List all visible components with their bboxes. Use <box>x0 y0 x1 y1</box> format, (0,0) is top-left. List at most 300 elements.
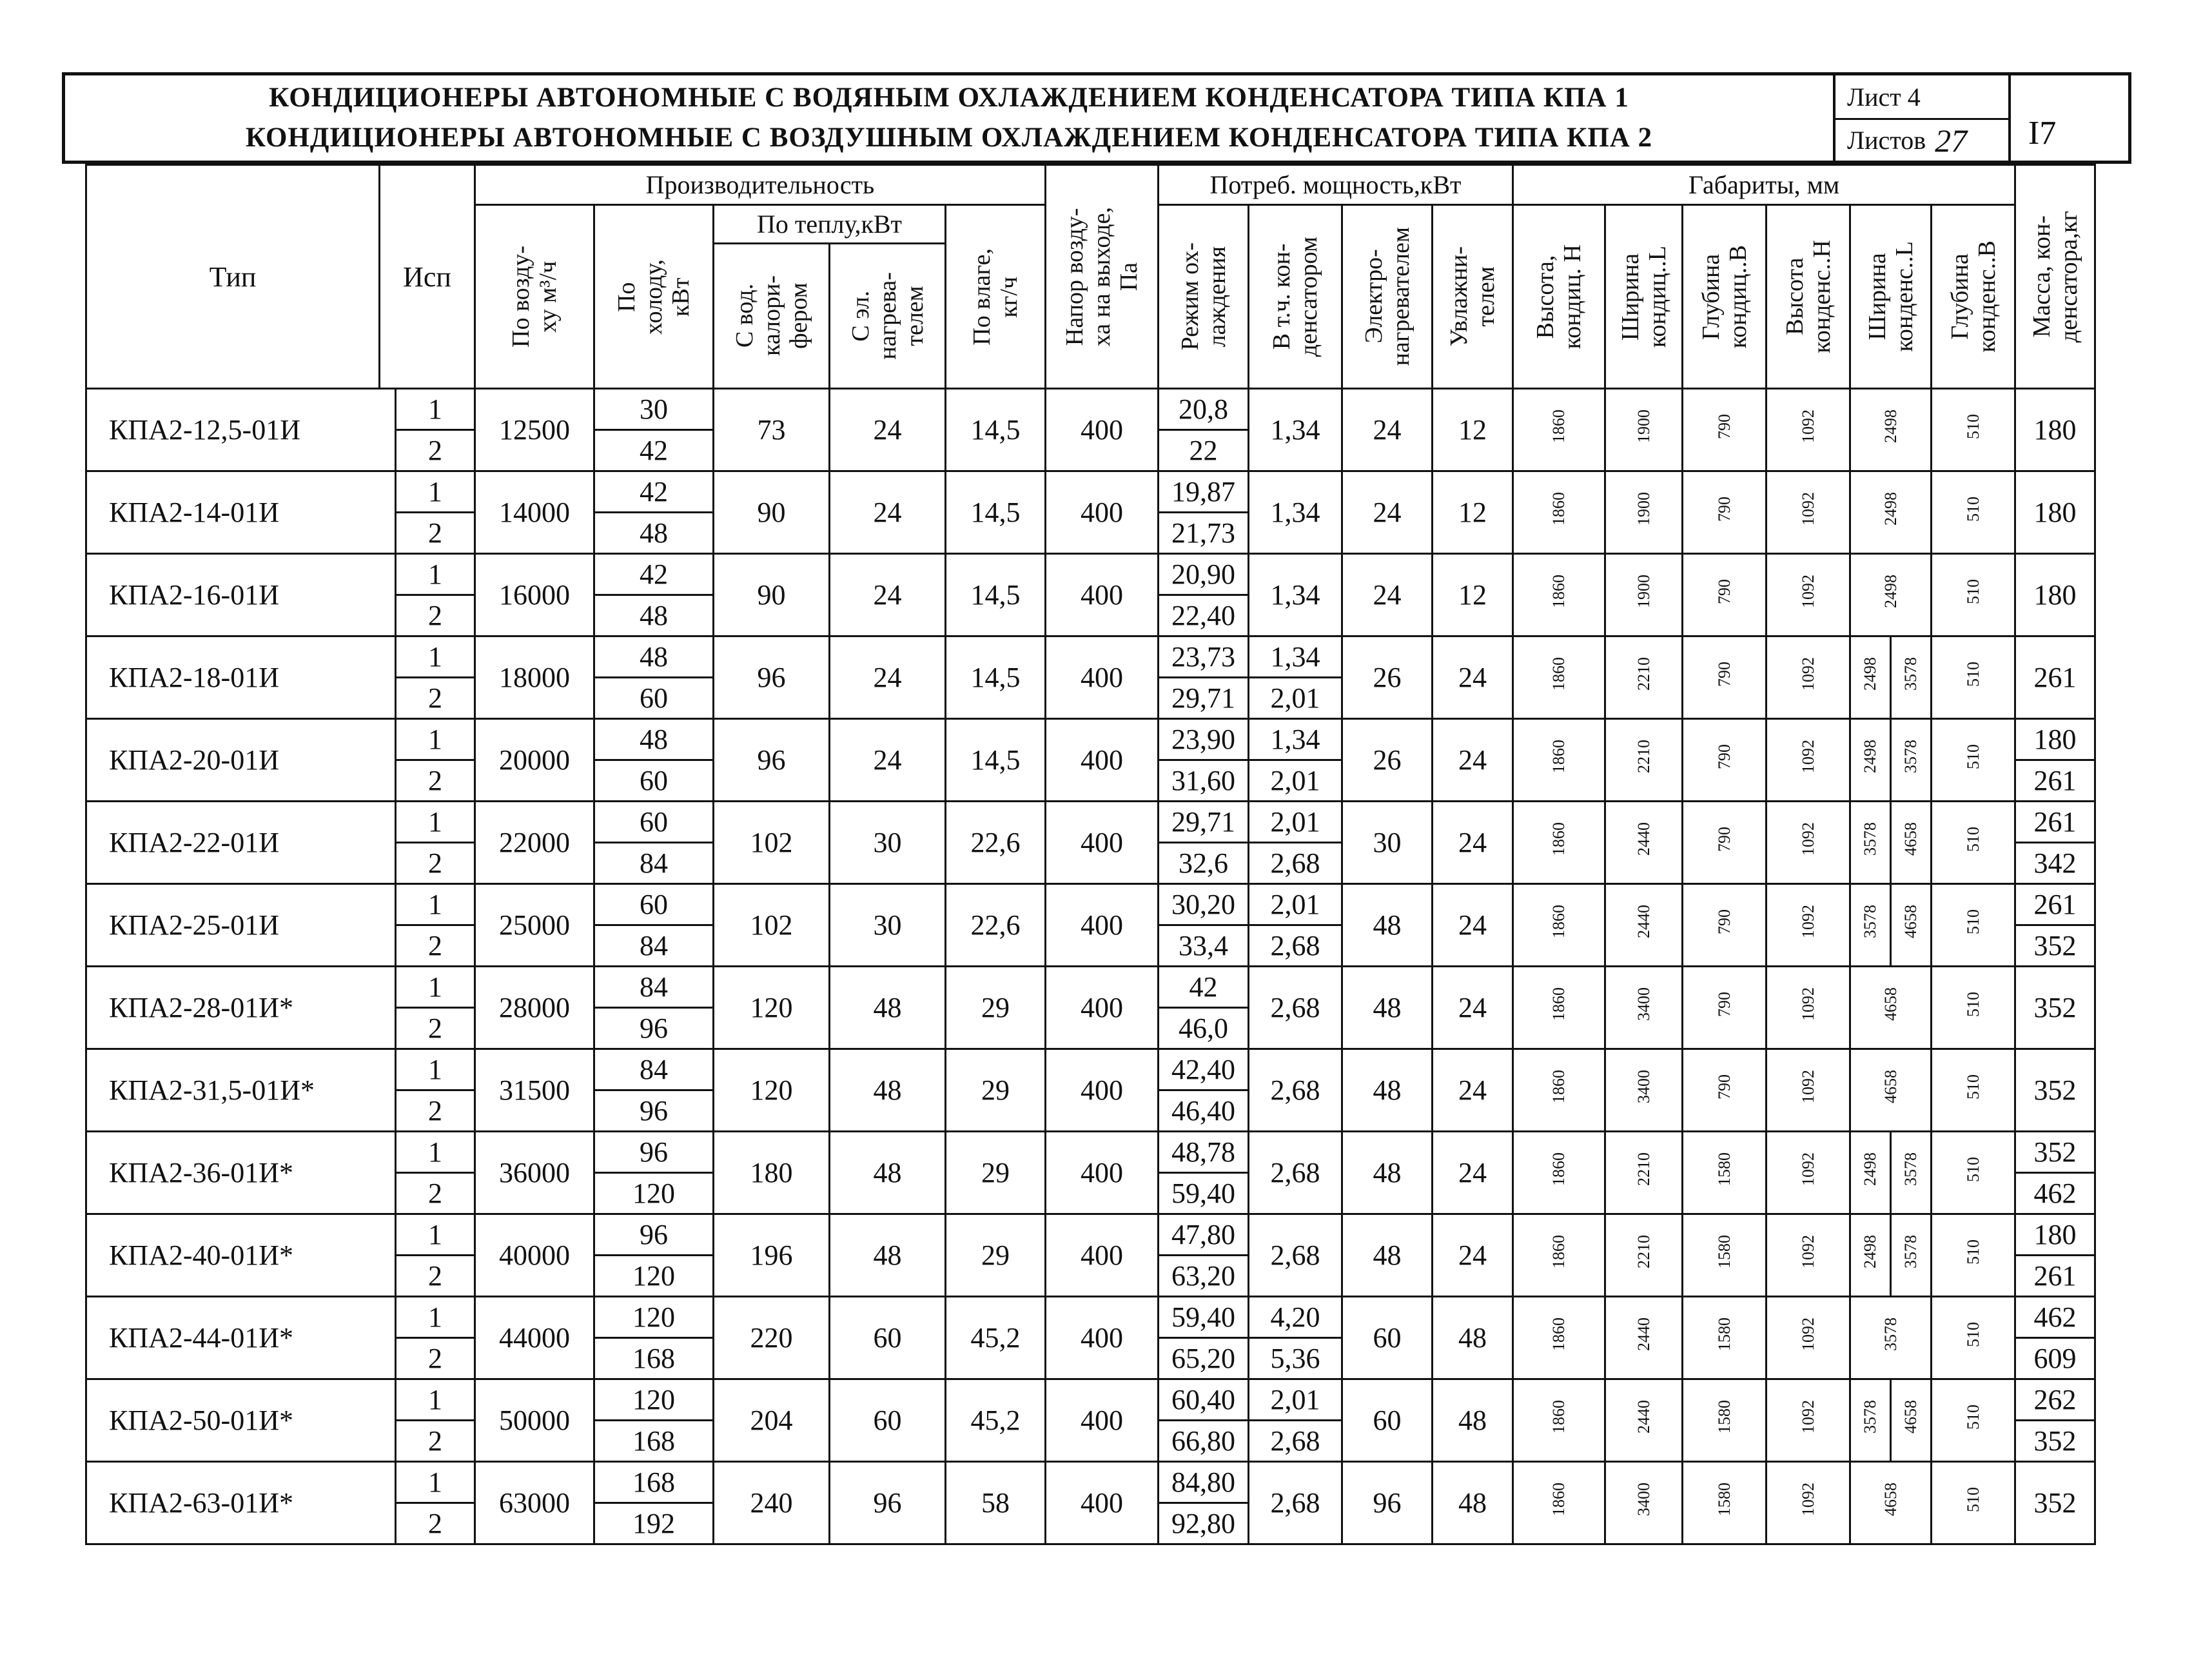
cell-pressure: 400 <box>1046 802 1159 884</box>
cell-cooling-mode: 23,73 <box>1159 636 1249 678</box>
cell-heat-el: 24 <box>830 636 946 719</box>
cell-w-condenser-value: 2498 <box>1881 492 1900 526</box>
cell-moisture: 29 <box>946 1049 1046 1132</box>
header-w-condenser-text: Ширина конденс..L <box>1863 241 1918 352</box>
cell-moisture: 14,5 <box>946 636 1046 719</box>
header-dimensions: Габариты, мм <box>1513 165 2015 205</box>
cell-h-cond-value: 1860 <box>1549 409 1568 443</box>
cell-w-condenser-2-value: 3578 <box>1901 1235 1920 1268</box>
header-power: Потреб. мощность,кВт <box>1159 165 1513 205</box>
cell-humidifier: 24 <box>1433 802 1513 884</box>
cell-d-cond <box>1683 1214 1767 1297</box>
header-cooling-mode <box>1159 205 1249 389</box>
cell-isp: 2 <box>396 595 475 636</box>
cell-h-condenser <box>1767 1132 1850 1214</box>
cell-heat-water: 102 <box>714 802 830 884</box>
cell-d-cond <box>1683 1462 1767 1544</box>
cell-cold: 48 <box>594 595 714 636</box>
header-cooling-mode-text: Режим ох- лаждения <box>1176 242 1231 351</box>
cell-w-condenser-value: 4658 <box>1881 1070 1900 1103</box>
cell-el-heater: 48 <box>1342 1049 1433 1132</box>
cell-heat-water: 90 <box>714 554 830 636</box>
table-row <box>86 802 2095 843</box>
cell-w-condenser-value: 4658 <box>1881 987 1900 1021</box>
cell-h-condenser <box>1767 719 1850 802</box>
cell-w-condenser-value: 2498 <box>1881 575 1900 608</box>
cell-heat-el: 96 <box>830 1462 946 1544</box>
cell-isp: 1 <box>396 1049 475 1090</box>
cell-h-condenser-value: 1092 <box>1798 492 1817 526</box>
cell-incl-condenser: 2,68 <box>1249 1132 1342 1214</box>
cell-heat-water: 196 <box>714 1214 830 1297</box>
cell-mass: 462 <box>2015 1173 2095 1214</box>
cell-w-cond <box>1605 1462 1683 1544</box>
cell-h-condenser <box>1767 389 1850 471</box>
cell-d-cond-value: 1580 <box>1714 1400 1734 1434</box>
cell-cooling-mode: 22,40 <box>1159 595 1249 636</box>
cell-d-condenser <box>1932 1379 2015 1462</box>
cell-heat-el: 60 <box>830 1379 946 1462</box>
cell-h-condenser <box>1767 1379 1850 1462</box>
cell-mass: 262 <box>2015 1379 2095 1421</box>
cell-isp: 2 <box>396 513 475 554</box>
cell-type: КПА2-63-01И* <box>86 1462 396 1544</box>
cell-d-condenser <box>1932 802 2015 884</box>
table-row <box>86 1132 2095 1173</box>
header-h-condenser-text: Высота конденс..Н <box>1781 240 1835 353</box>
cell-w-condenser-2 <box>1891 1214 1932 1297</box>
cell-d-condenser <box>1932 636 2015 719</box>
cell-cooling-mode: 66,80 <box>1159 1421 1249 1462</box>
cell-cooling-mode: 47,80 <box>1159 1214 1249 1256</box>
cell-incl-condenser: 2,01 <box>1249 884 1342 925</box>
cell-cooling-mode: 33,4 <box>1159 925 1249 967</box>
header-cold-text: По холоду, кВт <box>613 259 694 335</box>
header-cold <box>594 205 714 389</box>
cell-isp: 2 <box>396 678 475 719</box>
cell-el-heater: 48 <box>1342 884 1433 967</box>
cell-d-cond <box>1683 471 1767 554</box>
cell-d-condenser <box>1932 884 2015 967</box>
table-row <box>86 1297 2095 1338</box>
header-incl-condenser-text: В т.ч. кон- денсатором <box>1268 236 1322 357</box>
cell-w-condenser-value: 4658 <box>1881 1483 1900 1516</box>
cell-heat-el: 24 <box>830 389 946 471</box>
cell-cooling-mode: 46,40 <box>1159 1090 1249 1132</box>
table-row <box>86 1462 2095 1503</box>
cell-cooling-mode: 29,71 <box>1159 802 1249 843</box>
cell-w-cond-value: 3400 <box>1634 1483 1653 1516</box>
cell-moisture: 29 <box>946 1214 1046 1297</box>
cell-h-cond <box>1513 1379 1605 1462</box>
cell-isp: 2 <box>396 843 475 884</box>
header-pressure <box>1046 165 1159 389</box>
cell-humidifier: 12 <box>1433 554 1513 636</box>
cell-mass: 352 <box>2015 925 2095 967</box>
title-block <box>62 72 2131 164</box>
cell-cooling-mode: 30,20 <box>1159 884 1249 925</box>
cell-type: КПА2-12,5-01И <box>86 389 396 471</box>
cell-w-cond-value: 3400 <box>1634 987 1653 1021</box>
cell-h-condenser-value: 1092 <box>1798 1152 1817 1186</box>
cell-h-cond-value: 1860 <box>1549 740 1568 773</box>
table-row <box>86 884 2095 925</box>
cell-w-condenser-1-value: 2498 <box>1861 657 1879 691</box>
cell-type: КПА2-14-01И <box>86 471 396 554</box>
cell-d-condenser-value: 510 <box>1963 1157 1982 1182</box>
cell-d-condenser-value: 510 <box>1963 662 1982 687</box>
header-el-heater <box>1342 205 1433 389</box>
cell-air: 50000 <box>475 1379 594 1462</box>
cell-w-cond-value: 2210 <box>1634 657 1653 691</box>
header-d-condenser <box>1932 205 2015 389</box>
cell-d-condenser <box>1932 1462 2015 1544</box>
cell-isp: 1 <box>396 802 475 843</box>
cell-type: КПА2-28-01И* <box>86 967 396 1049</box>
table-row <box>86 1049 2095 1090</box>
cell-d-cond-value: 1580 <box>1714 1152 1734 1186</box>
cell-cooling-mode: 19,87 <box>1159 471 1249 513</box>
cell-w-cond <box>1605 1049 1683 1132</box>
cell-type: КПА2-16-01И <box>86 554 396 636</box>
cell-heat-el: 48 <box>830 1214 946 1297</box>
table-body <box>86 389 2095 1544</box>
cell-incl-condenser: 2,68 <box>1249 1421 1342 1462</box>
cell-air: 14000 <box>475 471 594 554</box>
cell-isp: 1 <box>396 1379 475 1421</box>
cell-heat-water: 180 <box>714 1132 830 1214</box>
cell-cooling-mode: 20,8 <box>1159 389 1249 430</box>
cell-air: 40000 <box>475 1214 594 1297</box>
cell-d-cond-value: 1580 <box>1714 1317 1734 1351</box>
cell-heat-water: 96 <box>714 719 830 802</box>
cell-w-condenser <box>1850 967 1932 1049</box>
cell-cold: 42 <box>594 430 714 471</box>
cell-type: КПА2-20-01И <box>86 719 396 802</box>
cell-h-condenser-value: 1092 <box>1798 1235 1817 1268</box>
cell-cold: 120 <box>594 1379 714 1421</box>
cell-h-cond-value: 1860 <box>1549 987 1568 1021</box>
cell-pressure: 400 <box>1046 636 1159 719</box>
cell-w-condenser-1 <box>1850 636 1891 719</box>
cell-mass: 352 <box>2015 1049 2095 1132</box>
cell-h-condenser-value: 1092 <box>1798 409 1817 443</box>
cell-el-heater: 26 <box>1342 636 1433 719</box>
cell-pressure: 400 <box>1046 471 1159 554</box>
cell-humidifier: 24 <box>1433 1214 1513 1297</box>
cell-d-condenser-value: 510 <box>1963 909 1982 934</box>
header-d-cond <box>1683 205 1767 389</box>
cell-d-cond <box>1683 636 1767 719</box>
cell-h-cond <box>1513 802 1605 884</box>
title-area <box>65 75 1833 161</box>
cell-cooling-mode: 42 <box>1159 967 1249 1008</box>
cell-h-cond <box>1513 884 1605 967</box>
cell-w-cond <box>1605 471 1683 554</box>
header-h-cond <box>1513 205 1605 389</box>
cell-d-condenser-value: 510 <box>1963 414 1982 439</box>
cell-el-heater: 48 <box>1342 1132 1433 1214</box>
cell-cold: 120 <box>594 1297 714 1338</box>
cell-isp: 1 <box>396 1462 475 1503</box>
cell-humidifier: 24 <box>1433 1132 1513 1214</box>
cell-h-cond <box>1513 636 1605 719</box>
cell-mass: 261 <box>2015 1256 2095 1297</box>
cell-heat-el: 48 <box>830 967 946 1049</box>
cell-d-condenser <box>1932 554 2015 636</box>
cell-incl-condenser: 2,01 <box>1249 1379 1342 1421</box>
cell-air: 12500 <box>475 389 594 471</box>
cell-heat-el: 48 <box>830 1132 946 1214</box>
cell-air: 44000 <box>475 1297 594 1379</box>
header-w-cond-text: Ширина кондиц..L <box>1616 245 1671 348</box>
cell-el-heater: 26 <box>1342 719 1433 802</box>
cell-d-cond-value: 1580 <box>1714 1483 1734 1516</box>
cell-cooling-mode: 60,40 <box>1159 1379 1249 1421</box>
cell-moisture: 14,5 <box>946 471 1046 554</box>
cell-d-condenser <box>1932 1297 2015 1379</box>
cell-h-condenser <box>1767 636 1850 719</box>
cell-w-cond <box>1605 554 1683 636</box>
cell-h-condenser-value: 1092 <box>1798 657 1817 691</box>
cell-h-condenser <box>1767 1462 1850 1544</box>
cell-cold: 96 <box>594 1090 714 1132</box>
cell-w-condenser-2-value: 3578 <box>1901 740 1920 773</box>
cell-incl-condenser: 2,68 <box>1249 967 1342 1049</box>
cell-h-cond-value: 1860 <box>1549 657 1568 691</box>
sheet-label: Лист 4 <box>1847 82 1921 112</box>
cell-d-condenser-value: 510 <box>1963 579 1982 604</box>
cell-h-cond-value: 1860 <box>1549 1235 1568 1268</box>
cell-isp: 2 <box>396 1503 475 1544</box>
cell-d-condenser-value: 510 <box>1963 992 1982 1017</box>
cell-mass: 609 <box>2015 1338 2095 1379</box>
cell-w-cond <box>1605 1379 1683 1462</box>
cell-heat-el: 24 <box>830 719 946 802</box>
cell-cooling-mode: 59,40 <box>1159 1173 1249 1214</box>
cell-moisture: 22,6 <box>946 884 1046 967</box>
cell-incl-condenser: 1,34 <box>1249 554 1342 636</box>
table-row <box>86 636 2095 678</box>
cell-isp: 2 <box>396 925 475 967</box>
cell-d-cond <box>1683 884 1767 967</box>
cell-h-condenser <box>1767 802 1850 884</box>
header-heat-el <box>830 244 946 389</box>
cell-cooling-mode: 21,73 <box>1159 513 1249 554</box>
header-moisture <box>946 205 1046 389</box>
cell-w-condenser-1 <box>1850 1214 1891 1297</box>
cell-incl-condenser: 1,34 <box>1249 471 1342 554</box>
cell-mass: 261 <box>2015 802 2095 843</box>
cell-incl-condenser: 2,68 <box>1249 1214 1342 1297</box>
cell-h-condenser <box>1767 884 1850 967</box>
cell-air: 63000 <box>475 1462 594 1544</box>
cell-w-cond <box>1605 636 1683 719</box>
cell-isp: 1 <box>396 554 475 595</box>
cell-w-cond-value: 2440 <box>1634 822 1653 856</box>
cell-h-cond <box>1513 554 1605 636</box>
sheet-number-row <box>1835 75 2008 118</box>
cell-isp: 1 <box>396 389 475 430</box>
cell-h-condenser-value: 1092 <box>1798 822 1817 856</box>
cell-el-heater: 24 <box>1342 389 1433 471</box>
sheet-info-box <box>1833 75 2011 161</box>
cell-incl-condenser: 5,36 <box>1249 1338 1342 1379</box>
cell-moisture: 29 <box>946 1132 1046 1214</box>
cell-mass: 180 <box>2015 471 2095 554</box>
cell-pressure: 400 <box>1046 389 1159 471</box>
cell-mass: 180 <box>2015 1214 2095 1256</box>
cell-w-cond <box>1605 719 1683 802</box>
cell-h-cond <box>1513 1049 1605 1132</box>
cell-humidifier: 24 <box>1433 967 1513 1049</box>
cell-d-condenser <box>1932 1214 2015 1297</box>
cell-w-cond-value: 2440 <box>1634 905 1653 938</box>
cell-incl-condenser: 1,34 <box>1249 636 1342 678</box>
cell-pressure: 400 <box>1046 554 1159 636</box>
cell-air: 20000 <box>475 719 594 802</box>
cell-mass: 180 <box>2015 389 2095 471</box>
cell-h-cond-value: 1860 <box>1549 822 1568 856</box>
table-row <box>86 719 2095 760</box>
cell-el-heater: 60 <box>1342 1297 1433 1379</box>
cell-humidifier: 12 <box>1433 471 1513 554</box>
cell-air: 16000 <box>475 554 594 636</box>
header-humidifier <box>1433 205 1513 389</box>
cell-humidifier: 24 <box>1433 636 1513 719</box>
cell-isp: 2 <box>396 1256 475 1297</box>
table-row <box>86 554 2095 595</box>
cell-w-condenser-2 <box>1891 802 1932 884</box>
cell-w-cond-value: 1900 <box>1634 492 1653 526</box>
cell-cooling-mode: 48,78 <box>1159 1132 1249 1173</box>
header-mass-text: Масса, кон- денсатора,кг <box>2028 210 2082 343</box>
cell-incl-condenser: 2,01 <box>1249 802 1342 843</box>
cell-d-cond-value: 790 <box>1714 414 1734 439</box>
cell-heat-water: 102 <box>714 884 830 967</box>
cell-pressure: 400 <box>1046 967 1159 1049</box>
cell-h-condenser <box>1767 1297 1850 1379</box>
cell-mass: 261 <box>2015 636 2095 719</box>
cell-h-cond-value: 1860 <box>1549 905 1568 938</box>
cell-d-cond <box>1683 1049 1767 1132</box>
cell-mass: 180 <box>2015 719 2095 760</box>
cell-d-condenser-value: 510 <box>1963 497 1982 522</box>
cell-w-cond-value: 2210 <box>1634 1152 1653 1186</box>
cell-h-cond <box>1513 1462 1605 1544</box>
cell-w-condenser-1 <box>1850 719 1891 802</box>
cell-cooling-mode: 92,80 <box>1159 1503 1249 1544</box>
cell-d-cond-value: 790 <box>1714 579 1734 604</box>
cell-cooling-mode: 63,20 <box>1159 1256 1249 1297</box>
cell-h-cond-value: 1860 <box>1549 1152 1568 1186</box>
cell-w-condenser <box>1850 1049 1932 1132</box>
cell-incl-condenser: 2,68 <box>1249 843 1342 884</box>
cell-cold: 30 <box>594 389 714 430</box>
cell-cold: 42 <box>594 554 714 595</box>
cell-mass: 462 <box>2015 1297 2095 1338</box>
cell-cold: 60 <box>594 760 714 802</box>
cell-isp: 2 <box>396 1338 475 1379</box>
cell-isp: 1 <box>396 719 475 760</box>
cell-moisture: 22,6 <box>946 802 1046 884</box>
cell-mass: 352 <box>2015 1421 2095 1462</box>
cell-air: 22000 <box>475 802 594 884</box>
cell-cooling-mode: 84,80 <box>1159 1462 1249 1503</box>
cell-w-condenser-value: 3578 <box>1881 1317 1900 1351</box>
cell-w-condenser-1-value: 3578 <box>1861 822 1879 856</box>
cell-h-condenser-value: 1092 <box>1798 575 1817 608</box>
cell-incl-condenser: 1,34 <box>1249 719 1342 760</box>
cell-cold: 168 <box>594 1338 714 1379</box>
cell-humidifier: 48 <box>1433 1297 1513 1379</box>
cell-w-cond-value: 2440 <box>1634 1400 1653 1434</box>
cell-air: 25000 <box>475 884 594 967</box>
cell-h-cond-value: 1860 <box>1549 1400 1568 1434</box>
cell-d-cond <box>1683 719 1767 802</box>
header-isp: Исп <box>380 165 475 389</box>
cell-d-condenser-value: 510 <box>1963 827 1982 852</box>
cell-d-cond <box>1683 1379 1767 1462</box>
cell-cold: 120 <box>594 1173 714 1214</box>
cell-cold: 60 <box>594 884 714 925</box>
cell-heat-el: 48 <box>830 1049 946 1132</box>
page-number: I7 <box>2028 115 2057 152</box>
cell-heat-el: 30 <box>830 802 946 884</box>
cell-moisture: 14,5 <box>946 719 1046 802</box>
table-row <box>86 1379 2095 1421</box>
cell-type: КПА2-31,5-01И* <box>86 1049 396 1132</box>
cell-isp: 2 <box>396 1008 475 1049</box>
cell-cold: 84 <box>594 967 714 1008</box>
title-line-1: КОНДИЦИОНЕРЫ АВТОНОМНЫЕ С ВОДЯНЫМ ОХЛАЖДЕНИЕМ КОНДЕНСАТОРА ТИПА КПА 1 <box>269 83 1629 113</box>
cell-cold: 84 <box>594 843 714 884</box>
cell-w-condenser <box>1850 389 1932 471</box>
cell-cold: 192 <box>594 1503 714 1544</box>
cell-w-condenser-2-value: 3578 <box>1901 657 1920 691</box>
cell-d-cond <box>1683 1132 1767 1214</box>
cell-moisture: 45,2 <box>946 1297 1046 1379</box>
cell-h-condenser-value: 1092 <box>1798 1483 1817 1516</box>
cell-h-cond-value: 1860 <box>1549 1317 1568 1351</box>
cell-h-cond <box>1513 1214 1605 1297</box>
cell-d-cond <box>1683 967 1767 1049</box>
cell-w-cond-value: 2210 <box>1634 1235 1653 1268</box>
table-row <box>86 1214 2095 1256</box>
cell-air: 31500 <box>475 1049 594 1132</box>
cell-cold: 96 <box>594 1214 714 1256</box>
cell-cold: 48 <box>594 513 714 554</box>
cell-w-condenser-2 <box>1891 636 1932 719</box>
cell-mass: 342 <box>2015 843 2095 884</box>
cell-w-cond-value: 1900 <box>1634 575 1653 608</box>
cell-w-cond <box>1605 967 1683 1049</box>
cell-d-cond-value: 790 <box>1714 909 1734 934</box>
cell-humidifier: 12 <box>1433 389 1513 471</box>
cell-h-cond <box>1513 471 1605 554</box>
cell-d-condenser <box>1932 471 2015 554</box>
cell-d-cond-value: 790 <box>1714 744 1734 769</box>
header-humidifier-text: Увлажни- телем <box>1445 246 1500 347</box>
cell-d-condenser-value: 510 <box>1963 1074 1982 1099</box>
cell-heat-el: 24 <box>830 471 946 554</box>
header-type: Тип <box>86 165 380 389</box>
cell-w-condenser-2-value: 4658 <box>1901 822 1920 856</box>
cell-h-condenser-value: 1092 <box>1798 1400 1817 1434</box>
title-line-2: КОНДИЦИОНЕРЫ АВТОНОМНЫЕ С ВОЗДУШНЫМ ОХЛАЖДЕНИЕМ КОНДЕНСАТОРА ТИПА КПА 2 <box>245 123 1653 153</box>
header-incl-condenser <box>1249 205 1342 389</box>
header-pressure-text: Напор возду- ха на выходе, Па <box>1061 206 1142 347</box>
